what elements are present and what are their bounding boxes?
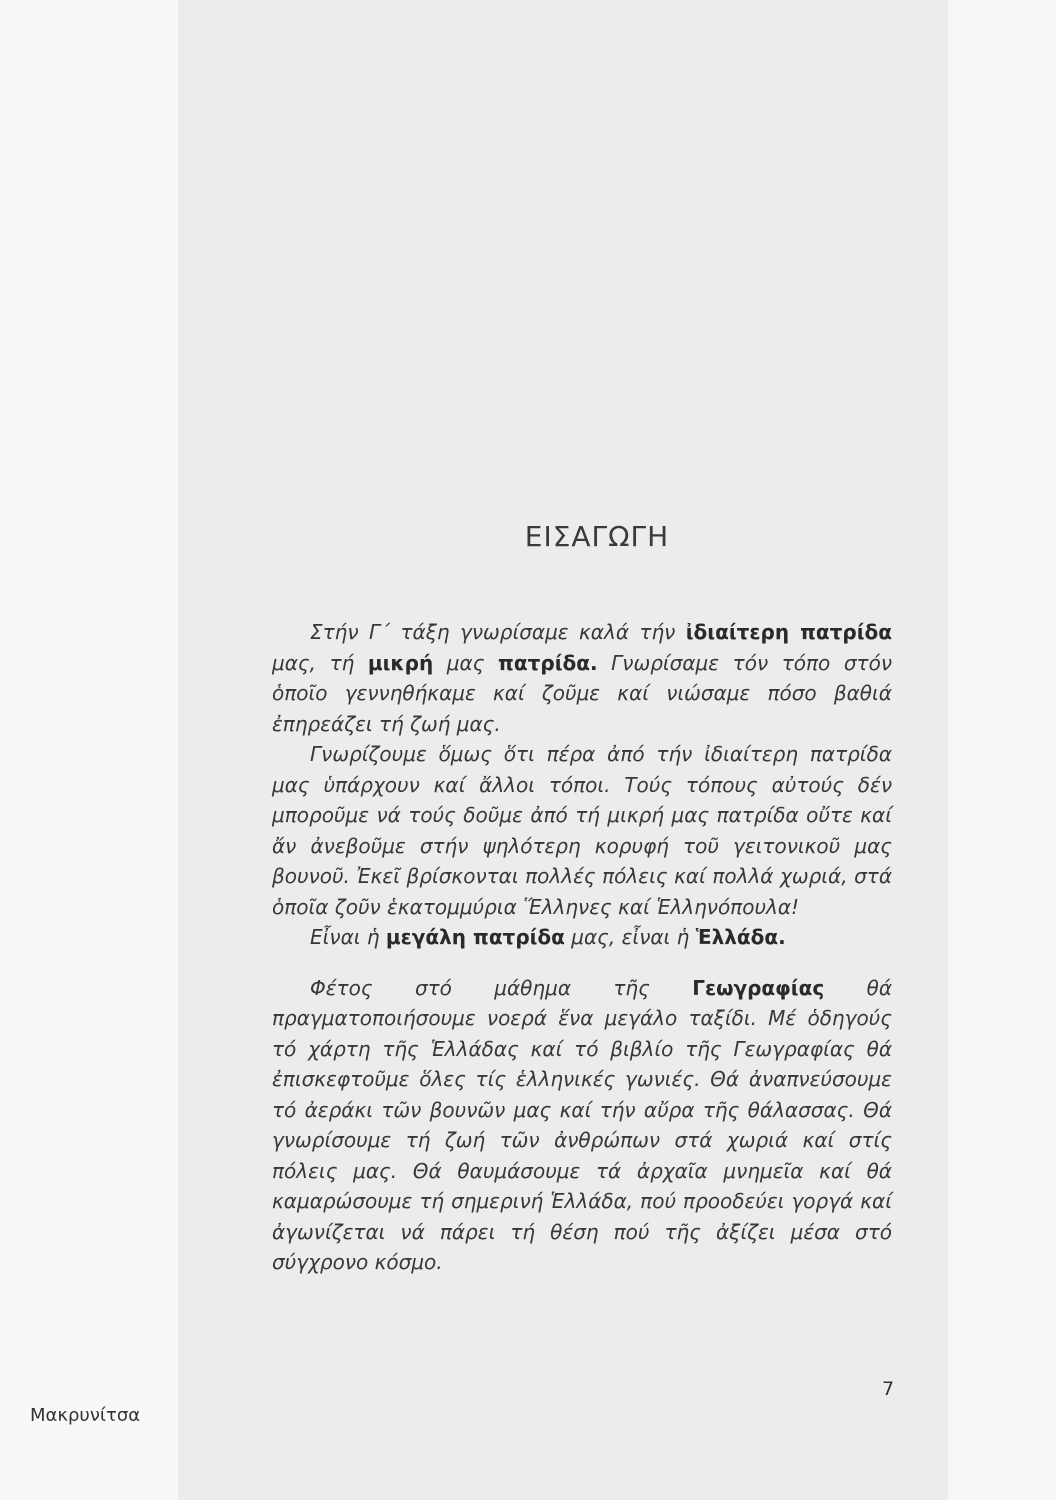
scan-right-margin: [948, 0, 1056, 1500]
scan-left-margin: [0, 0, 178, 1500]
paragraph-4: [272, 973, 892, 1278]
text-run: μας, εἶναι ἡ: [564, 925, 696, 949]
text-run: Γνωρίσαμε τόν τόπο στόν ὁποῖο γεννηθήκαμε καί ζοῦμε καί νιώσαμε πόσο βαθιά ἐπηρεάζει τή ζωή μας.: [272, 650, 892, 736]
page-title: ΕΙΣΑΓΩΓΗ: [524, 520, 670, 553]
photo-caption: Μακρυνίτσα: [30, 1405, 141, 1426]
bold-term: μικρή: [367, 650, 434, 675]
main-content: [272, 520, 892, 1278]
bold-term: μεγάλη πατρίδα: [385, 925, 565, 949]
paragraph-1: [272, 617, 892, 739]
text-run: μας: [433, 650, 499, 675]
text-run: Στήν Γ΄ τάξη γνωρίσαμε καλά τήν: [310, 620, 686, 644]
bold-term: πατρίδα.: [498, 650, 598, 675]
text-run: θά πραγματοποιήσουμε νοερά ἕνα μεγάλο ταξίδι. Μέ ὁδηγούς τό χάρτη τῆς Ἑλλάδας καί τό βιβλίο τῆς Γεωγραφίας θά ἐπισκεφτοῦμε ὅλες τίς ἑλληνικές γωνιές. Θά ἀναπνεύσουμε τό ἀεράκι τῶν βουνῶν μας καί τήν αὔρα τῆς θάλασσας. Θά γνωρίσουμε τή ζωή τῶν ἀνθρώπων στά χωριά καί στίς πόλεις μας. Θά θαυμάσουμε τά ἀρχαῖα μνημεῖα καί θά καμαρώσουμε τή σημερινή Ἑλλάδα, πού προοδεύει γοργά καί ἀγωνίζεται νά πάρει τή θέση πού τῆς ἀξίζει μέσα στό σύγχρονο κόσμο.: [272, 975, 892, 1274]
paragraph-3: [272, 922, 892, 953]
page-number: 7: [882, 1378, 895, 1400]
bold-term: Γεωγραφίας: [692, 975, 825, 1000]
text-run: Φέτος στό μάθημα τῆς: [310, 975, 693, 1000]
text-run: μας, τή: [272, 650, 368, 675]
paragraph-2: Γνωρίζουμε ὅμως ὅτι πέρα ἀπό τήν ἰδιαίτερη πατρίδα μας ὑπάρχουν καί ἄλλοι τόποι. Τούς τόπους αὐτούς δέν μποροῦμε νά τούς δοῦμε ἀπό τή μικρή μας πατρίδα οὔτε καί ἄν ἀνεβοῦμε στήν ψηλότερη κορυφή τοῦ γειτονικοῦ μας βουνοῦ. Ἐκεῖ βρίσκονται πολλές πόλεις καί πολλά χωριά, στά ὁποῖα ζοῦν ἑκατομμύρια Ἕλληνες καί Ἑλληνόπουλα!: [272, 742, 892, 919]
bold-term: ἰδιαίτερη πατρίδα: [685, 620, 893, 644]
text-run: Εἶναι ἡ: [310, 925, 386, 949]
bold-term: Ἑλλάδα.: [695, 925, 786, 949]
